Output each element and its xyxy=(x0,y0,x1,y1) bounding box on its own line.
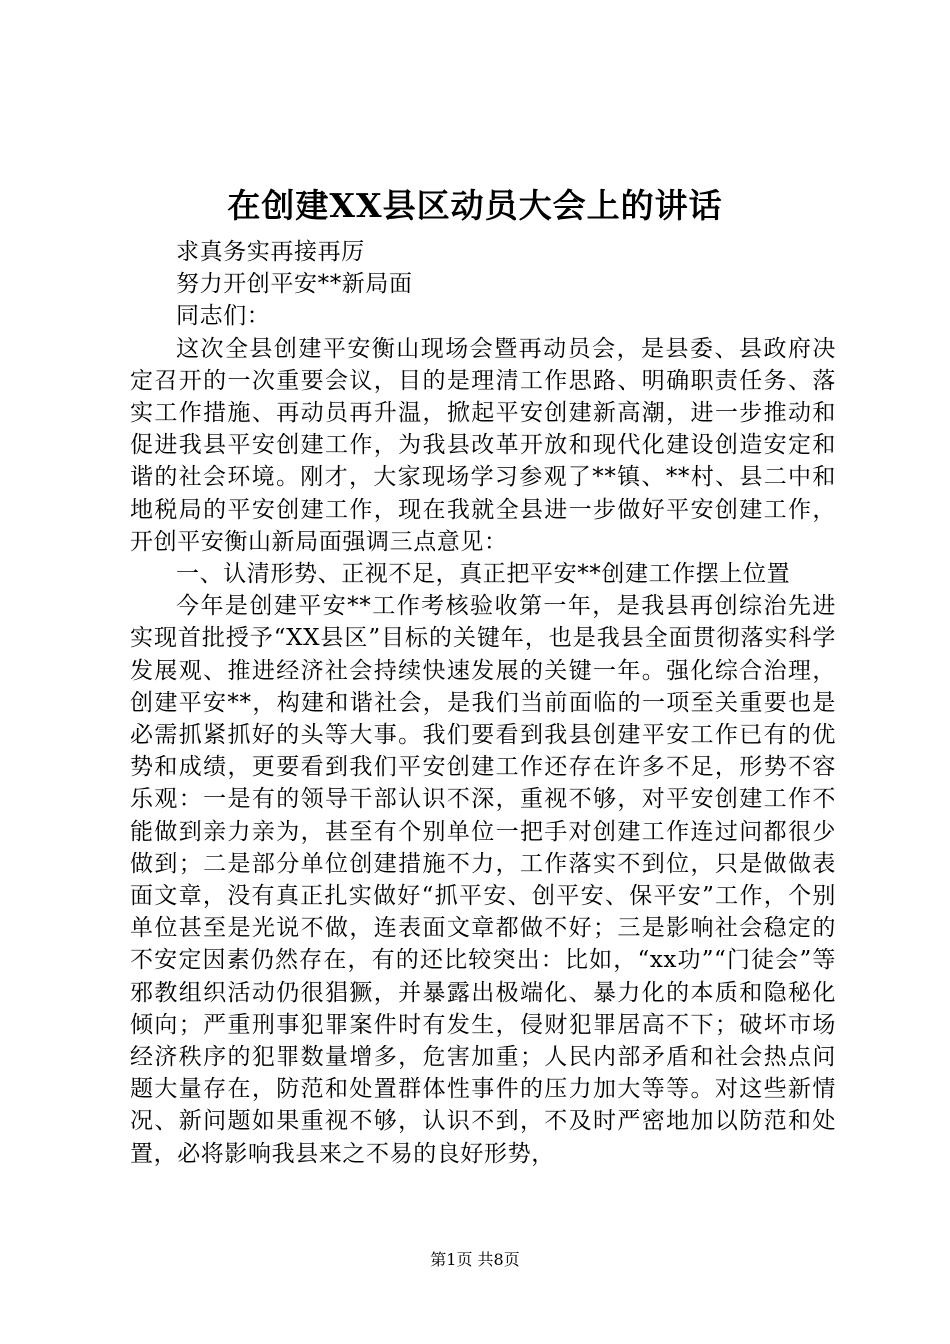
salutation: 同志们： xyxy=(176,303,271,330)
page-number: 第1页 共8页 xyxy=(430,1250,520,1269)
subtitle-line-1: 求真务实再接再厉 xyxy=(176,239,365,265)
document-title: 在创建XX县区动员大会上的讲话 xyxy=(227,186,723,225)
body-paragraph: 这次全县创建平安衡山现场会暨再动员会，是县委、县政府决定召开的一次重要会议，目的是理清工作思路、明确职责任务、落实工作措施、再动员再升温，掀起平安创建新高潮，进一步推动和促进我县平安创建工作，为我县改革开放和现代化建设创造安定和谐的社会环境。刚才，大家现场学习参观了**镇、**村、县二中和地税局的平安创建工作，现在我就全县进一步做好平安创建工作，开创平安衡山新局面强调三点意见： xyxy=(130,335,836,555)
body-paragraph: 今年是创建平安**工作考核验收第一年，是我县再创综治先进实现首批授予“XX县区”目标的关键年，也是我县全面贯彻落实科学发展观、推进经济社会持续快速发展的关键一年。强化综合治理，创建平安**，构建和谐社会，是我们当前面临的一项至关重要也是必需抓紧抓好的头等大事。我们要看到我县创建平安工作已有的优势和成绩，更要看到我们平安创建工作还存在许多不足，形势不容乐观：一是有的领导干部认识不深，重视不够，对平安创建工作不能做到亲力亲为，甚至有个别单位一把手对创建工作连过问都很少做到；二是部分单位创建措施不力，工作落实不到位，只是做做表面文章，没有真正扎实做好“抓平安、创平安、保平安”工作，个别单位甚至是光说不做，连表面文章都做不好；三是影响社会稳定的不安定因素仍然存在，有的还比较突出：比如，“xx功”“门徒会”等邪教组织活动仍很猖獗，并暴露出极端化、暴力化的本质和隐秘化倾向；严重刑事犯罪案件时有发生，侵财犯罪居高不下；破坏市场经济秩序的犯罪数量增多，危害加重；人民内部矛盾和社会热点问题大量存在，防范和处置群体性事件的压力加大等等。对这些新情况、新问题如果重视不够，认识不到，不及时严密地加以防范和处置，必将影响我县来之不易的良好形势， xyxy=(130,593,836,1167)
section-heading: 一、认清形势、正视不足，真正把平安**创建工作摆上位置 xyxy=(176,561,791,588)
subtitle-line-2: 努力开创平安**新局面 xyxy=(176,271,413,298)
document-body xyxy=(130,236,836,1170)
